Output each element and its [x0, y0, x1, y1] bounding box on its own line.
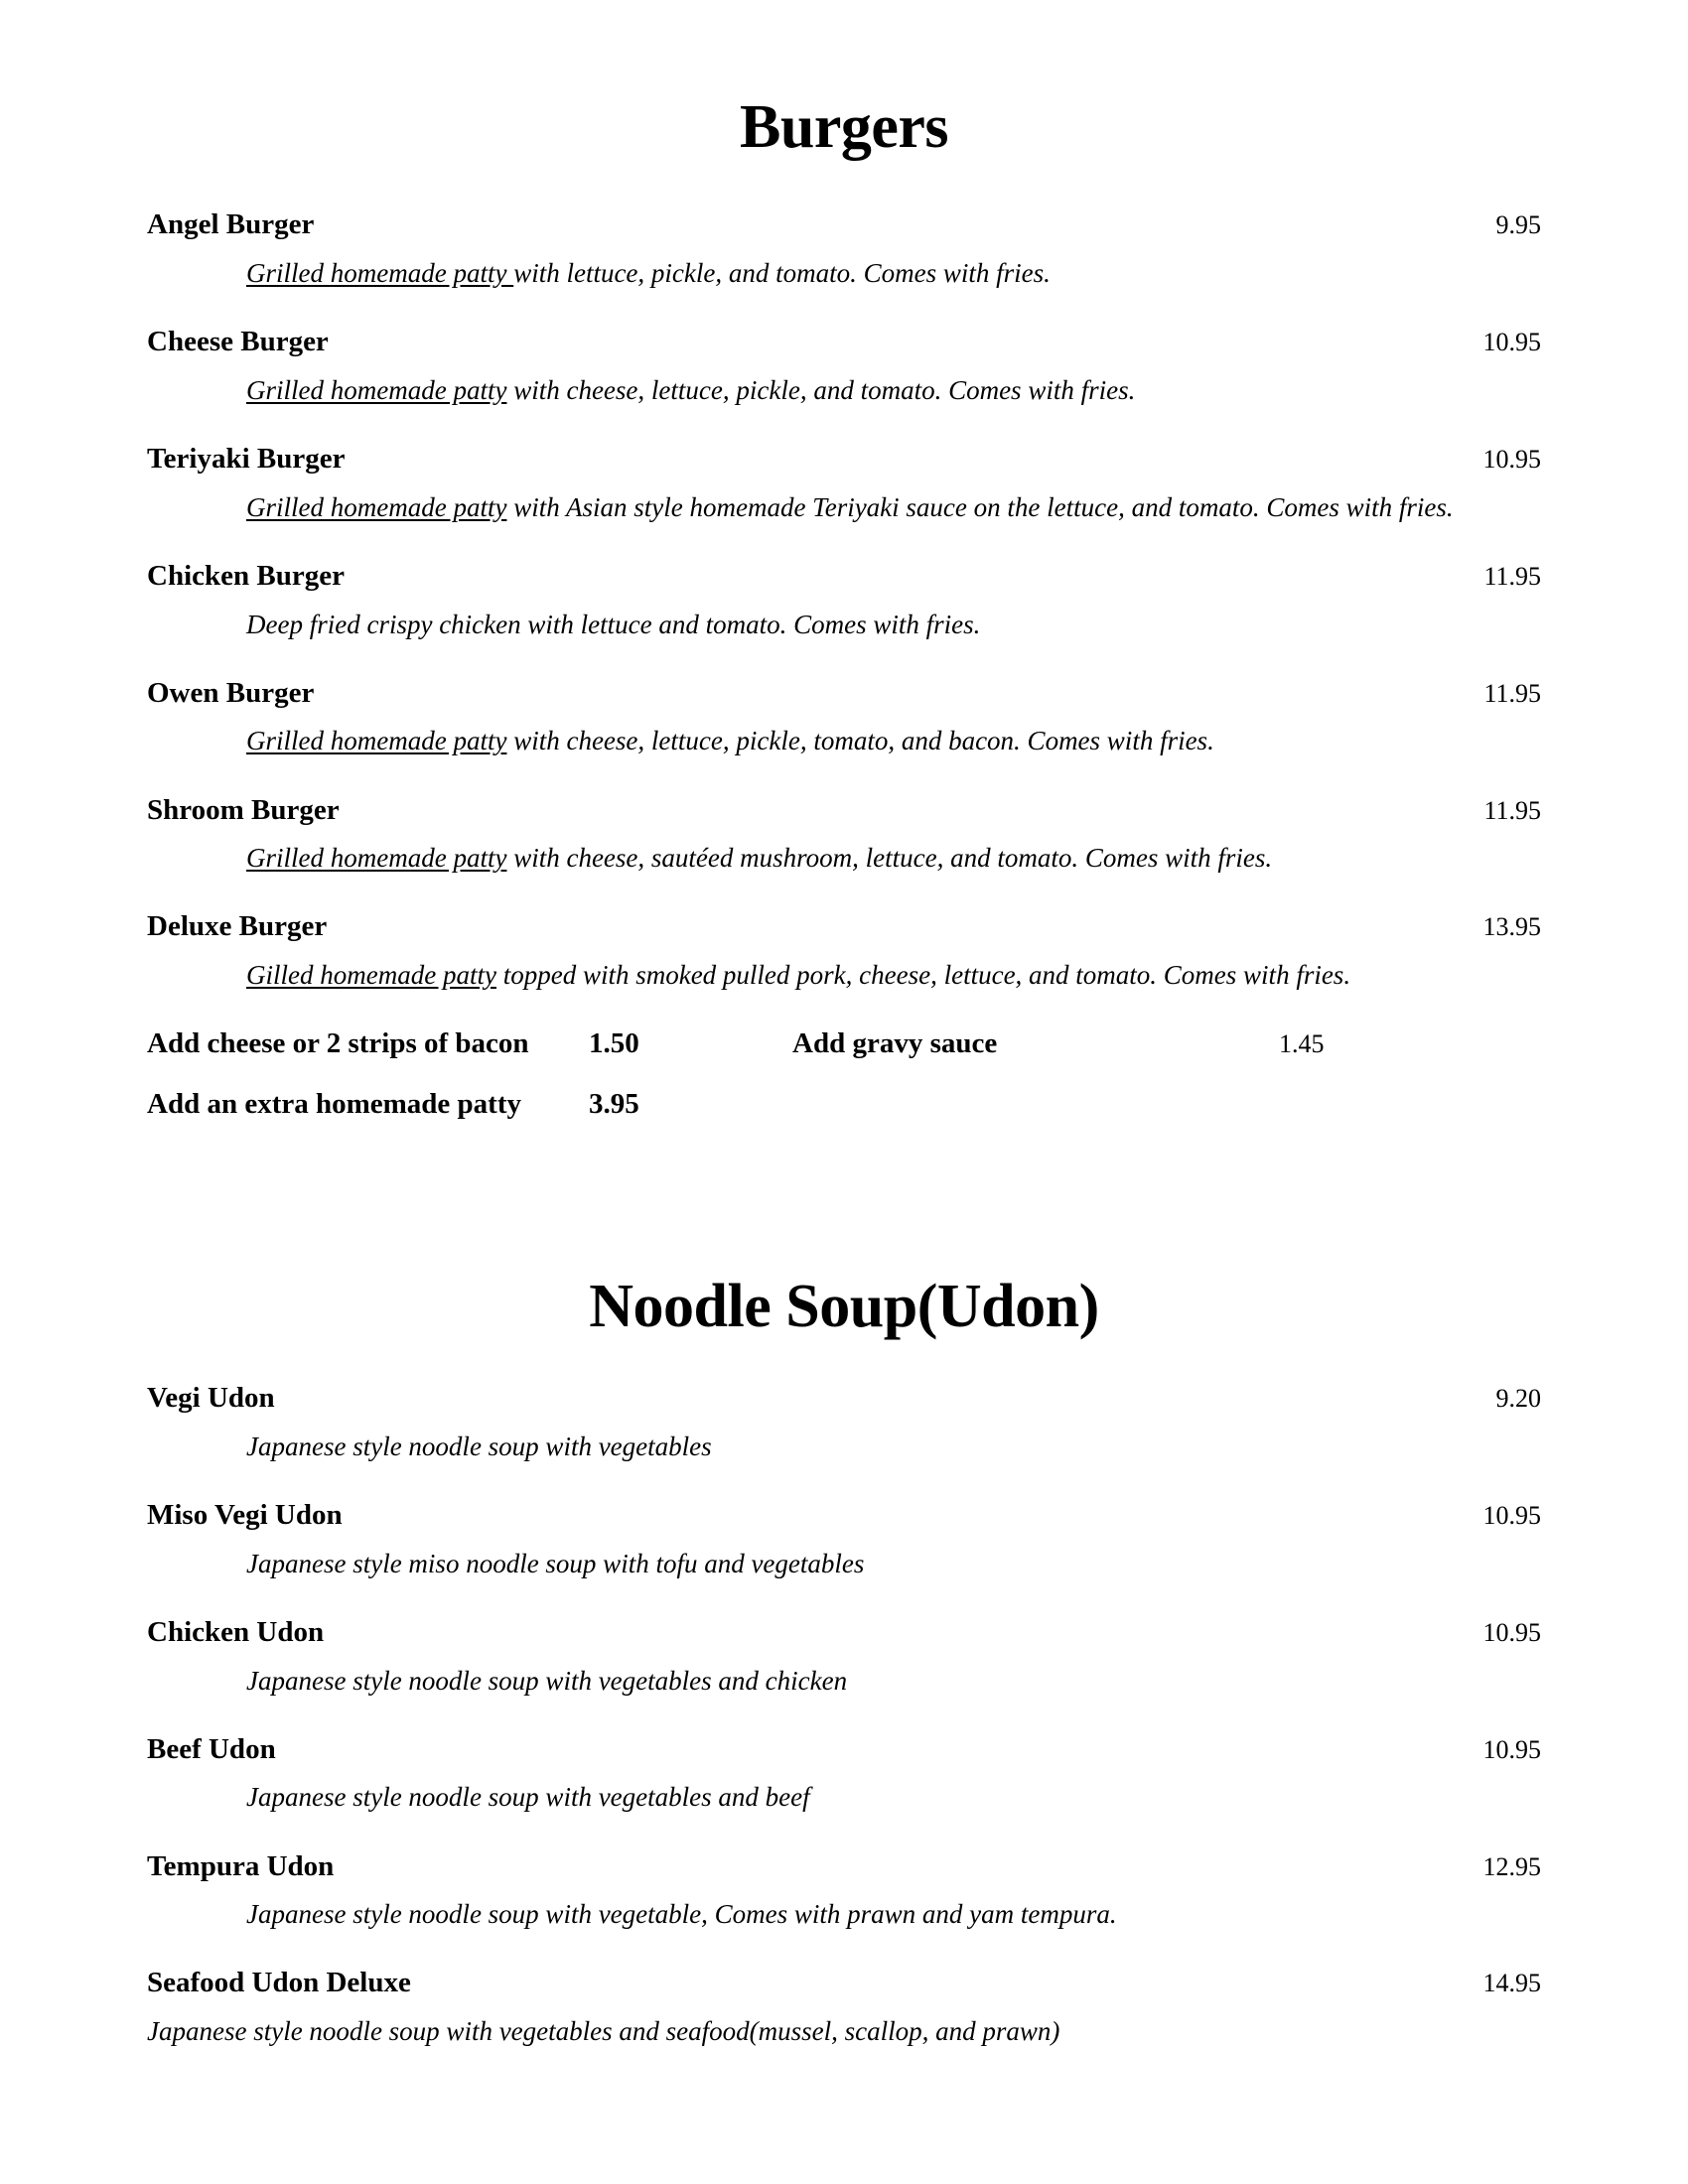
- section-title-burgers: Burgers: [739, 93, 949, 161]
- menu-item-description-emphasis: Grilled homemade patty: [246, 257, 514, 288]
- menu-item-description-emphasis: Grilled homemade patty: [246, 374, 507, 405]
- menu-item-price: 14.95: [1482, 1969, 1541, 1998]
- menu-item-description-emphasis: Grilled homemade patty: [246, 726, 507, 756]
- menu-item-price: 13.95: [1482, 912, 1541, 942]
- menu-item-row: [147, 442, 1541, 477]
- menu-item-description-text: with lettuce, pickle, and tomato. Comes with fries.: [513, 257, 1051, 288]
- menu-item-name: Miso Vegi Udon: [147, 1498, 343, 1531]
- menu-item-description-emphasis: Grilled homemade patty: [246, 491, 507, 522]
- menu-item-description-text: with Asian style homemade Teriyaki sauce on the lettuce, and tomato. Comes with fries.: [506, 491, 1454, 522]
- menu-item-description: [246, 724, 1541, 758]
- menu-item-description: [246, 608, 1541, 642]
- menu-item-description: [246, 1780, 1541, 1815]
- menu-item-description: [246, 841, 1541, 876]
- menu-item-row: [147, 1966, 1541, 2000]
- menu-item-description-text: Japanese style noodle soup with vegetables and beef: [246, 1782, 810, 1813]
- addon-row: [147, 1026, 1541, 1061]
- menu-item-description-emphasis: Grilled homemade patty: [246, 843, 507, 874]
- menu-item-description: [246, 490, 1541, 525]
- menu-item-description: [246, 1547, 1541, 1581]
- addon-label-secondary: Add gravy sauce: [792, 1027, 998, 1060]
- menu-item-description-text: topped with smoked pulled pork, cheese, lettuce, and tomato. Comes with fries.: [495, 960, 1351, 991]
- menu-item-name: Beef Udon: [147, 1732, 276, 1765]
- menu-item-row: [147, 1615, 1541, 1650]
- menu-item-description: [246, 373, 1541, 408]
- menu-item-row: [147, 676, 1541, 711]
- section-title-noodle-soup: Noodle Soup(Udon): [589, 1272, 1099, 1340]
- menu-item-price: 12.95: [1482, 1851, 1541, 1881]
- menu-item-name: Teriyaki Burger: [147, 442, 346, 475]
- burgers-addons-list: [147, 1026, 1541, 1122]
- menu-item-description: [147, 2014, 1541, 2049]
- menu-item-description: [246, 1430, 1541, 1464]
- menu-item-row: [147, 325, 1541, 359]
- menu-item-row: [147, 909, 1541, 944]
- udon-item-list: [147, 1381, 1541, 2049]
- menu-item-row: [147, 559, 1541, 594]
- menu-item-description-text: Japanese style noodle soup with vegetables: [246, 1431, 712, 1461]
- menu-item-price: 11.95: [1483, 561, 1541, 591]
- menu-item-description-text: Japanese style miso noodle soup with tofu and vegetables: [246, 1548, 865, 1578]
- menu-item-name: Vegi Udon: [147, 1382, 275, 1415]
- menu-item-name: Chicken Burger: [147, 559, 345, 592]
- menu-item-description-text: with cheese, lettuce, pickle, tomato, and bacon. Comes with fries.: [506, 726, 1214, 756]
- section-burgers: [147, 0, 1541, 1122]
- menu-item-row: [147, 1498, 1541, 1533]
- menu-item-description: [246, 958, 1541, 993]
- addon-row: [147, 1087, 1541, 1122]
- menu-item-row: [147, 1849, 1541, 1884]
- menu-item-price: 11.95: [1483, 795, 1541, 825]
- menu-item-name: Angel Burger: [147, 208, 315, 241]
- menu-item-name: Tempura Udon: [147, 1849, 335, 1882]
- menu-item-row: [147, 1381, 1541, 1416]
- menu-item-row: [147, 207, 1541, 242]
- menu-item-description-text: Japanese style noodle soup with vegetables and chicken: [246, 1665, 848, 1696]
- menu-item-price: 11.95: [1483, 678, 1541, 708]
- menu-item-description: [246, 1897, 1541, 1932]
- menu-item-row: [147, 793, 1541, 828]
- addon-price: 1.50: [589, 1027, 639, 1060]
- menu-item-description-text: Japanese style noodle soup with vegetables and seafood(mussel, scallop, and prawn): [147, 2016, 1060, 2047]
- menu-item-price: 10.95: [1482, 1500, 1541, 1530]
- menu-item-description-text: with cheese, lettuce, pickle, and tomato. Comes with fries.: [506, 374, 1136, 405]
- menu-item-price: 9.20: [1495, 1384, 1541, 1414]
- menu-item-name: Cheese Burger: [147, 325, 329, 357]
- menu-item-description-text: Deep fried crispy chicken with lettuce and tomato. Comes with fries.: [246, 609, 981, 639]
- menu-item-price: 10.95: [1482, 1734, 1541, 1764]
- menu-item-name: Chicken Udon: [147, 1615, 325, 1648]
- menu-item-name: Owen Burger: [147, 676, 315, 709]
- menu-item-price: 9.95: [1495, 210, 1541, 240]
- menu-item-name: Deluxe Burger: [147, 910, 328, 943]
- menu-item-row: [147, 1732, 1541, 1767]
- addon-label: Add cheese or 2 strips of bacon: [147, 1027, 529, 1060]
- menu-item-price: 10.95: [1482, 1617, 1541, 1647]
- addon-label: Add an extra homemade patty: [147, 1088, 521, 1121]
- addon-price: 3.95: [589, 1088, 639, 1121]
- menu-item-description-emphasis: Gilled homemade patty: [246, 960, 496, 991]
- menu-item-description: [246, 1664, 1541, 1699]
- burgers-item-list: [147, 207, 1541, 993]
- menu-item-description-text: with cheese, sautéed mushroom, lettuce, and tomato. Comes with fries.: [506, 843, 1273, 874]
- menu-item-name: Seafood Udon Deluxe: [147, 1967, 411, 1999]
- section-noodle-soup: [147, 1179, 1541, 2049]
- menu-item-price: 10.95: [1482, 444, 1541, 474]
- menu-item-description-text: Japanese style noodle soup with vegetable, Comes with prawn and yam tempura.: [246, 1899, 1117, 1930]
- section-spacer: [147, 1122, 1541, 1179]
- menu-item-name: Shroom Burger: [147, 793, 340, 826]
- addon-price-secondary: 1.45: [1279, 1029, 1325, 1059]
- menu-item-description: [246, 256, 1541, 291]
- menu-item-price: 10.95: [1482, 327, 1541, 356]
